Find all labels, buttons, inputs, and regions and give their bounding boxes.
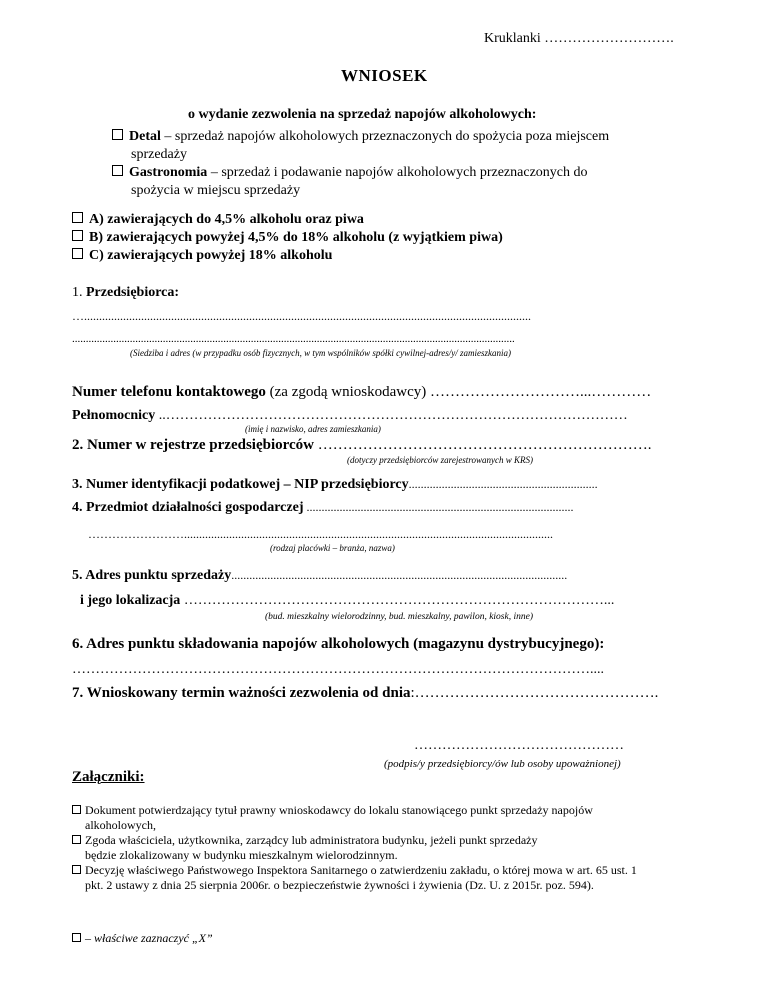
attachment-2-text-line2: będzie zlokalizowany w budynku mieszkalnym wielorodzinnym. [85, 848, 398, 862]
gastronomia-label: Gastronomia [129, 165, 208, 180]
phone-field[interactable]: (za zgodą wnioskodawcy) …………………………...………… [265, 384, 652, 400]
gastronomia-checkbox[interactable] [112, 165, 123, 176]
type-gastronomia [112, 165, 588, 181]
section-3-label: 3. Numer identyfikacji podatkowej – NIP przedsiębiorcy [72, 477, 409, 492]
form-title: WNIOSEK [341, 66, 428, 85]
form-subtitle: o wydanie zezwolenia na sprzedaż napojów alkoholowych: [188, 107, 537, 122]
business-activity-field[interactable]: ......................................................................................... [303, 500, 574, 514]
category-a [72, 212, 364, 228]
attachment-2-text: Zgoda właściciela, użytkownika, zarządcy lub administratora budynku, jeżeli punkt sprzedaży [85, 833, 538, 847]
business-activity-field-line2[interactable]: ……………………........................................................................................................................... [88, 527, 553, 541]
attachment-1-text-line2: alkoholowych, [85, 818, 156, 832]
attachment-2-checkbox[interactable] [72, 835, 81, 844]
section-6-label: 6. Adres punktu składowania napojów alkoholowych (magazynu dystrybucyjnego): [72, 636, 605, 652]
place-date-field[interactable]: Kruklanki ………………………. [484, 31, 674, 46]
phone-label: Numer telefonu kontaktowego [72, 384, 266, 400]
attachment-item-1 [72, 803, 593, 818]
category-c-label: C) zawierających powyżej 18% alkoholu [89, 248, 333, 263]
section-4-hint: (rodzaj placówki – branża, nazwa) [270, 543, 395, 553]
category-c-checkbox[interactable] [72, 248, 83, 259]
section-3-row [72, 477, 598, 493]
category-a-checkbox[interactable] [72, 212, 83, 223]
section-2-row [72, 437, 652, 454]
section-4-row [72, 500, 574, 516]
type-detal [112, 129, 609, 145]
detal-desc-line2: sprzedaży [131, 147, 187, 162]
section-5-row [72, 568, 567, 584]
section-4-label: 4. Przedmiot działalności gospodarczej [72, 500, 304, 515]
location-label: i jego lokalizacja [80, 593, 181, 608]
attachment-3-text-line2: pkt. 2 ustawy z dnia 25 sierpnia 2006r. o bezpieczeństwie żywności i żywienia (Dz. U. z 2015r. poz. 594). [85, 878, 594, 892]
proxy-row [72, 408, 628, 424]
section-1-heading [72, 285, 179, 301]
section-1-label: Przedsiębiorca: [86, 285, 180, 300]
category-a-label: A) zawierających do 4,5% alkoholu oraz piwa [89, 212, 364, 227]
detal-checkbox[interactable] [112, 129, 123, 140]
entrepreneur-hint: (Siedziba i adres (w przypadku osób fizycznych, w tym wspólników spółki cywilnej-adres/y/ zamieszkania) [130, 348, 512, 358]
phone-row [72, 384, 651, 401]
footnote-box-icon [72, 933, 81, 942]
section-5-label: 5. Adres punktu sprzedaży [72, 568, 232, 583]
gastronomia-desc: – sprzedaż i podawanie napojów alkoholowych przeznaczonych do [207, 165, 588, 180]
gastronomia-desc-line2: spożycia w miejscu sprzedaży [131, 183, 301, 198]
category-b-checkbox[interactable] [72, 230, 83, 241]
proxy-field[interactable]: ..……………………………………………………………………………………… [155, 408, 628, 423]
section-1-number: 1. [72, 285, 83, 300]
signature-hint: (podpis/y przedsiębiorcy/ów lub osoby upoważnionej) [384, 758, 621, 770]
section-2-hint: (dotyczy przedsiębiorców zarejestrowanych w KRS) [347, 455, 533, 465]
footnote [72, 931, 213, 946]
category-b-label: B) zawierających powyżej 4,5% do 18% alkoholu (z wyjątkiem piwa) [89, 230, 503, 245]
nip-field[interactable]: ............................................................... [408, 477, 598, 491]
sale-address-field[interactable]: ................................................................................................................ [231, 568, 568, 582]
entrepreneur-field-line1[interactable]: …..................................................................................................................................................... [72, 309, 531, 323]
attachment-item-2 [72, 833, 538, 848]
attachments-title: Załączniki: [72, 769, 145, 785]
validity-date-field[interactable]: :…………………………………………. [410, 685, 659, 701]
footnote-text: – właściwe zaznaczyć „X” [85, 931, 213, 945]
attachment-1-checkbox[interactable] [72, 805, 81, 814]
proxy-hint: (imię i nazwisko, adres zamieszkania) [245, 424, 381, 434]
category-c [72, 248, 332, 264]
section-7-label: 7. Wnioskowany termin ważności zezwolenia od dnia [72, 685, 411, 701]
entrepreneur-field-line2[interactable]: ................................................................................................................................................................. [72, 333, 515, 345]
section-2-label: 2. Numer w rejestrze przedsiębiorców [72, 437, 315, 453]
location-row [80, 593, 614, 609]
category-b [72, 230, 503, 246]
location-hint: (bud. mieszkalny wielorodzinny, bud. mieszkalny, pawilon, kiosk, inne) [265, 612, 533, 622]
proxy-label: Pełnomocnicy [72, 408, 156, 423]
attachment-item-3 [72, 863, 637, 878]
detal-label: Detal [129, 129, 161, 144]
attachment-1-text: Dokument potwierdzający tytuł prawny wnioskodawcy do lokalu stanowiącego punkt sprzedaży napojów [85, 803, 593, 817]
signature-field[interactable]: ……………………………………… [414, 738, 624, 753]
detal-desc: – sprzedaż napojów alkoholowych przeznaczonych do spożycia poza miejscem [160, 129, 610, 144]
attachment-3-text: Decyzję właściwego Państwowego Inspektora Sanitarnego o zatwierdzeniu zakładu, o której mowa w art. 65 ust. 1 [85, 863, 637, 877]
attachment-3-checkbox[interactable] [72, 865, 81, 874]
section-7-row [72, 685, 658, 702]
location-field[interactable]: ………………………………………………………………………………... [180, 593, 615, 608]
registry-number-field[interactable]: …………………………………………………………. [314, 437, 652, 453]
storage-address-field[interactable]: ………………………………………………………………………………………………….... [72, 662, 604, 677]
